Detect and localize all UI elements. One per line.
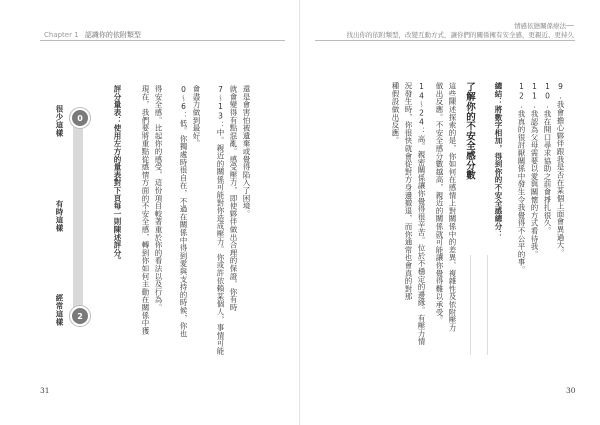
right-page: [300, 0, 600, 425]
text-column: 得安全感。比起你的感受，這份項目較著重於你的看法以及行為。: [154, 85, 163, 312]
book-subtitle: 找出你的依附類型，改變互動方式，讓你們的關係擁有安全感，更親近、更持久: [346, 31, 574, 39]
text-column: 11.我認為父母需要以愛與關懷的方式看待我。: [530, 82, 539, 259]
text-column: 9.我會擔心夥伴跟我是否在某個上面會異過大。: [556, 82, 565, 257]
scale-label-rarely: 很少這樣: [55, 105, 64, 137]
text-column: 會盡力做到最好。: [192, 85, 201, 148]
text-column: 就會變得有點混亂。感受壓力，即使夥伴做出合理的保證，你有時: [229, 85, 238, 312]
text-column: 這些陳述探索的是，你如何在感情上對關係中的差異、複雜性及依附壓力: [448, 82, 457, 332]
book-header: [347, 22, 575, 40]
page-number-right: 30: [566, 386, 576, 395]
page-number-left: 31: [40, 386, 50, 395]
text-column: 14～24：高。親密關係讓你覺得很辛苦。位於不穩定的邊緣。有壓力情: [417, 82, 426, 346]
text-column: 0～6：低。你獨處時很自在，不過在關係中得到愛與支持的時候，你也: [179, 85, 188, 338]
header-rule-left: [40, 40, 285, 41]
answer-line: [470, 255, 471, 355]
text-column: 現在，我們要將重點從感情方面的不安全感，轉到你如何主動在關係中獲: [141, 85, 150, 335]
text-column: 做出反應。不安全感分數越高，親近的關係就可能讓你覺得難以承受。: [435, 82, 444, 324]
rating-scale-track: [73, 118, 83, 320]
text-column: 評分量表：使用左方的量表對下頁每一則陳述評分。: [113, 85, 122, 265]
section-heading: 了解你的不安全感分數: [464, 82, 475, 180]
scale-dot-high: 2: [70, 306, 90, 326]
header-rule-right: [315, 40, 575, 41]
scale-label-sometimes: 有時這樣: [55, 200, 64, 232]
answer-line: [487, 255, 488, 355]
text-column: 10.我在開口尋求協助之前會掙扎很久。: [543, 82, 552, 235]
chapter-title: 認識你的依附類型: [84, 31, 141, 39]
text-column: 況發生時，你很快就會從對方身邊撤退，而你通常也會真的對那: [404, 82, 413, 301]
text-column: 種假設做出反應。: [391, 82, 400, 145]
text-column: 7～13：中。親近的關係可能對你造成壓力。你或許依賴某個人，事情可能: [216, 85, 225, 355]
chapter-header: [44, 30, 141, 40]
book-title: 情感依戀關係療法──: [514, 22, 574, 30]
scale-dot-low: 0: [70, 108, 90, 128]
chapter-number: Chapter 1: [44, 31, 79, 39]
text-column: 12.我真的很討厭關係中發生令我覺得不公平的事。: [517, 82, 526, 274]
text-column: 總結：將數字相加，得到你的不安全感總分：: [494, 82, 503, 238]
text-column: 還是會害怕被遺棄或覺得陷入了困境。: [242, 85, 251, 218]
scale-label-often: 經常這樣: [55, 294, 64, 326]
